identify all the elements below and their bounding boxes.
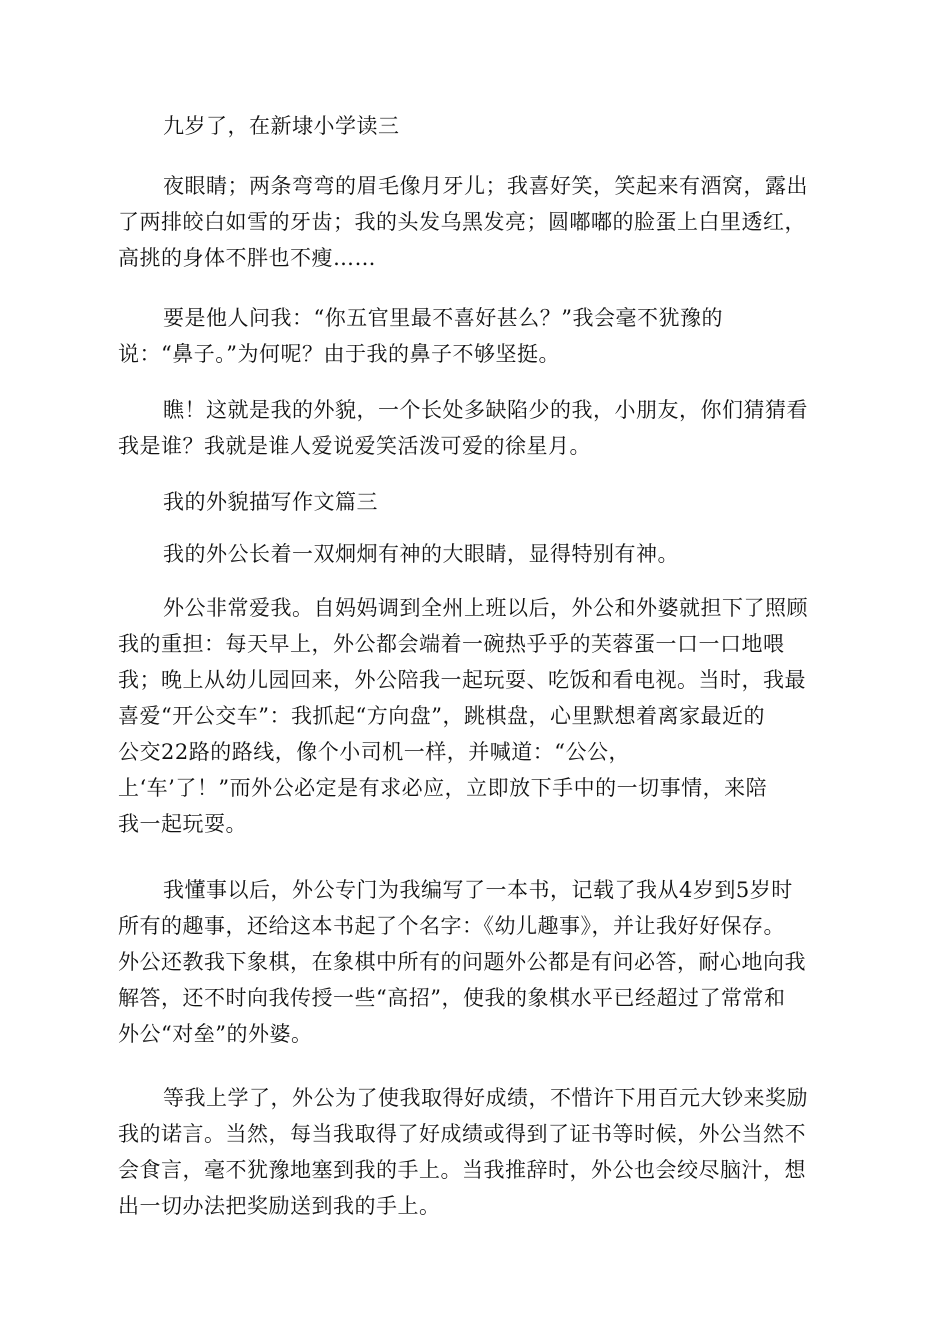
text-line: 要是他人问我：“你五官里最不喜好甚么？”我会毫不犹豫的 (163, 306, 723, 330)
text-line: 我的外貌描写作文篇三 (163, 490, 378, 514)
text-line: 瞧！这就是我的外貌，一个长处多缺陷少的我，小朋友，你们猜猜看 (163, 398, 808, 422)
text-line: 九岁了，在新埭小学读三 (163, 114, 400, 138)
text-line: 我的重担：每天早上，外公都会端着一碗热乎乎的芙蓉蛋一口一口地喂 (118, 632, 785, 656)
text-line: 我懂事以后，外公专门为我编写了一本书，记载了我从4岁到5岁时 (163, 878, 793, 902)
text-line: 我的外公长着一双炯炯有神的大眼睛，显得特别有神。 (163, 542, 679, 566)
text-line: 我一起玩耍。 (118, 812, 247, 836)
text-line: 了两排皎白如雪的牙齿；我的头发乌黑发亮；圆嘟嘟的脸蛋上白里透红， (118, 210, 806, 234)
text-line: 外公还教我下象棋，在象棋中所有的问题外公都是有问必答，耐心地向我 (118, 950, 806, 974)
text-line: 等我上学了，外公为了使我取得好成绩，不惜许下用百元大钞来奖励 (163, 1086, 808, 1110)
text-line: 所有的趣事，还给这本书起了个名字：《幼儿趣事》，并让我好好保存。 (118, 914, 785, 938)
text-line: 出一切办法把奖励送到我的手上。 (118, 1194, 441, 1218)
text-line: 公交22路的路线，像个小司机一样，并喊道：“公公， (118, 740, 630, 764)
text-line: 会食言，毫不犹豫地塞到我的手上。当我推辞时，外公也会绞尽脑汁，想 (118, 1158, 806, 1182)
text-line: 我的诺言。当然，每当我取得了好成绩或得到了证书等时候，外公当然不 (118, 1122, 806, 1146)
text-line: 解答，还不时向我传授一些“高招”，使我的象棋水平已经超过了常常和 (118, 986, 786, 1010)
text-line: 外公“对垒”的外婆。 (118, 1022, 313, 1046)
text-line: 说：“鼻子。”为何呢？由于我的鼻子不够坚挺。 (118, 342, 560, 366)
text-line: 我；晚上从幼儿园回来，外公陪我一起玩耍、吃饭和看电视。当时，我最 (118, 668, 806, 692)
text-line: 夜眼睛；两条弯弯的眉毛像月牙儿；我喜好笑，笑起来有酒窝，露出 (163, 174, 808, 198)
text-line: 上‘车’了！”而外公必定是有求必应，立即放下手中的一切事情，来陪 (118, 776, 768, 800)
text-line: 我是谁？我就是谁人爱说爱笑活泼可爱的徐星月。 (118, 434, 591, 458)
text-line: 高挑的身体不胖也不瘦…… (118, 246, 376, 270)
text-line: 喜爱“开公交车”：我抓起“方向盘”，跳棋盘，心里默想着离家最近的 (118, 704, 765, 728)
text-line: 外公非常爱我。自妈妈调到全州上班以后，外公和外婆就担下了照顾 (163, 596, 808, 620)
